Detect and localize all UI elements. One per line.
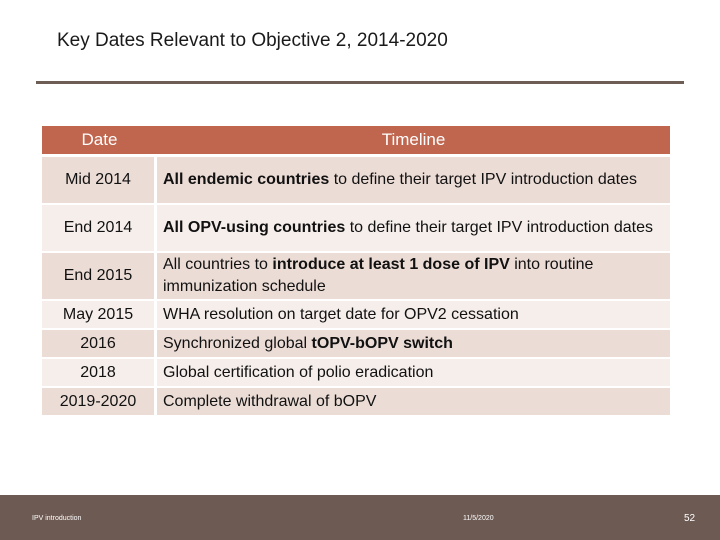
emphasis: tOPV-bOPV switch [311,334,453,352]
row-date: Mid 2014 [42,157,157,205]
row-text: to define their target IPV introduction dates [329,171,638,188]
emphasis: All endemic countries [163,171,330,188]
row-text: Synchronized global [163,334,312,352]
footer-label: IPV introduction [32,515,82,522]
row-text: All countries to [163,256,273,273]
key-dates-table [42,126,670,417]
row-date: End 2014 [42,205,157,253]
header-date: Date [42,126,157,157]
row-timeline [157,253,670,301]
header-timeline: Timeline [157,126,670,157]
row-text: to define their target IPV introduction dates [345,219,653,236]
emphasis: introduce at least 1 dose of IPV [272,256,510,273]
row-timeline [157,205,670,253]
row-date: End 2015 [42,253,157,301]
footer-date: 11/5/2020 [463,515,494,522]
slide-footer [0,495,720,540]
table-row [42,388,670,417]
row-timeline: Global certification of polio eradication [157,359,670,388]
table-row [42,253,670,301]
row-date: 2016 [42,330,157,359]
table-row [42,157,670,205]
row-timeline: WHA resolution on target date for OPV2 cessation [157,301,670,330]
page-number: 52 [684,513,696,524]
title-divider [36,81,684,84]
row-timeline [157,330,670,359]
slide-title: Key Dates Relevant to Objective 2, 2014-2020 [57,30,448,51]
row-timeline [157,157,670,205]
table-header-row [42,126,670,157]
table-row [42,359,670,388]
table-row [42,330,670,359]
row-date: May 2015 [42,301,157,330]
row-timeline: Complete withdrawal of bOPV [157,388,670,417]
row-date: 2018 [42,359,157,388]
row-text: into routine immunization schedule [163,256,594,295]
emphasis: All OPV-using countries [163,219,346,236]
table-row [42,301,670,330]
table-row [42,205,670,253]
row-date: 2019-2020 [42,388,157,417]
